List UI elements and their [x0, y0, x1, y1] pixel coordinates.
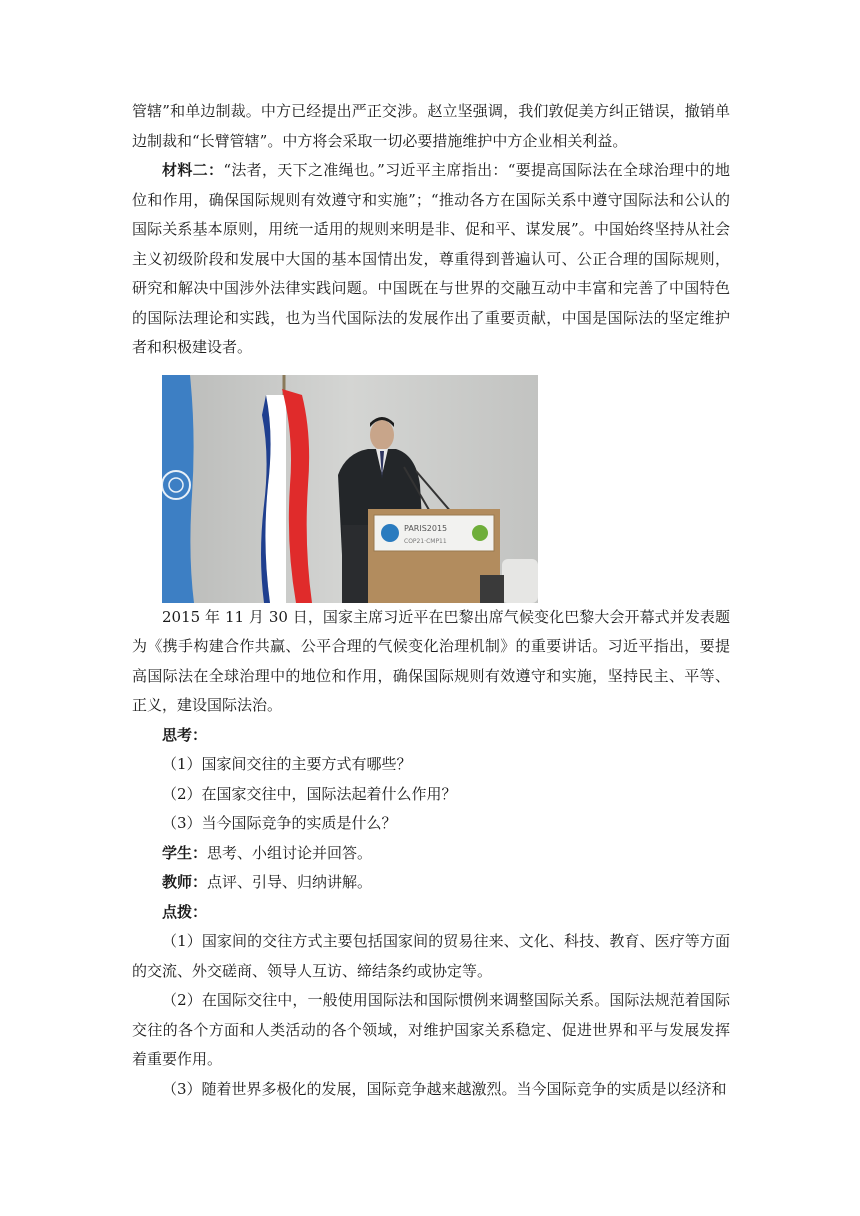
student-text: 思考、小组讨论并回答。: [207, 843, 373, 862]
monitor: [480, 575, 504, 603]
speech-photo: [162, 375, 538, 603]
photo-illustration: [162, 375, 538, 603]
thinking-label: 思考：: [162, 725, 208, 744]
student-line: [132, 839, 730, 869]
podium-sub-text: COP21·CMP11: [404, 537, 447, 545]
answer-3: （3）随着世界多极化的发展，国际竞争越来越激烈。当今国际竞争的实质是以经济和: [162, 1079, 727, 1098]
chair: [502, 559, 538, 603]
teacher-label: 教师：: [162, 873, 208, 891]
thinking-heading: [132, 721, 730, 751]
question-2: （2）在国家交往中，国际法起着什么作用？: [162, 784, 457, 803]
caption-paragraph: 2015 年 11 月 30 日，国家主席习近平在巴黎出席气候变化巴黎大会开幕式并发表题为《携手构建合作共赢、公平合理的气候变化治理机制》的重要讲话。习近平指出，要提高国际法在全球治理中的地位和作用，确保国际规则有效遵守和实施，坚持民主、平等、正义，建设国际法治。: [132, 607, 730, 714]
question-3: （3）当今国际竞争的实质是什么？: [162, 814, 397, 832]
un-flag: [162, 375, 194, 603]
material-two-label: 材料二：: [162, 161, 224, 179]
student-label: 学生：: [162, 843, 208, 862]
answer-2: （2）在国际交往中，一般使用国际法和国际惯例来调整国际关系。国际法规范着国际交往的各个方面和人类活动的各个领域，对维护国家关系稳定、促进世界和平与发展发挥着重要作用。: [132, 991, 730, 1068]
document-body: [132, 97, 730, 1104]
guidance-label: 点拨：: [162, 902, 208, 921]
podium-sign-text: PARIS2015: [404, 523, 448, 533]
answer-1: （1）国家间的交往方式主要包括国家间的贸易往来、文化、科技、教育、医疗等方面的交流、外交磋商、领导人互访、缔结条约或协定等。: [132, 932, 730, 980]
teacher-text: 点评、引导、归纳讲解。: [207, 873, 373, 891]
material-two-text: “法者，天下之准绳也。”习近平主席指出：“要提高国际法在全球治理中的地位和作用，确保国际规则有效遵守和实施”；“推动各方在国际关系中遵守国际法和公认的国际关系基本原则，用统一适用的规则来明是非、促和平、谋发展”。中国始终坚持从社会主义初级阶段和发展中大国的基本国情出发，尊重得到普遍认可、公正合理的国际规则，研究和解决中国涉外法律实践问题。中国既在与世界的交融互动中丰富和完善了中国特色的国际法理论和实践，也为当代国际法的发展作出了重要贡献，中国是国际法的坚定维护者和积极建设者。: [132, 161, 730, 356]
material-two-paragraph: [132, 156, 730, 363]
paragraph-continuation: 管辖”和单边制裁。中方已经提出严正交涉。赵立坚强调，我们敦促美方纠正错误，撤销单边制裁和“长臂管辖”。中方将会采取一切必要措施维护中方企业相关利益。: [132, 102, 730, 150]
guidance-heading: [132, 898, 730, 928]
teacher-line: [132, 868, 730, 898]
question-1: （1）国家间交往的主要方式有哪些？: [162, 755, 412, 773]
